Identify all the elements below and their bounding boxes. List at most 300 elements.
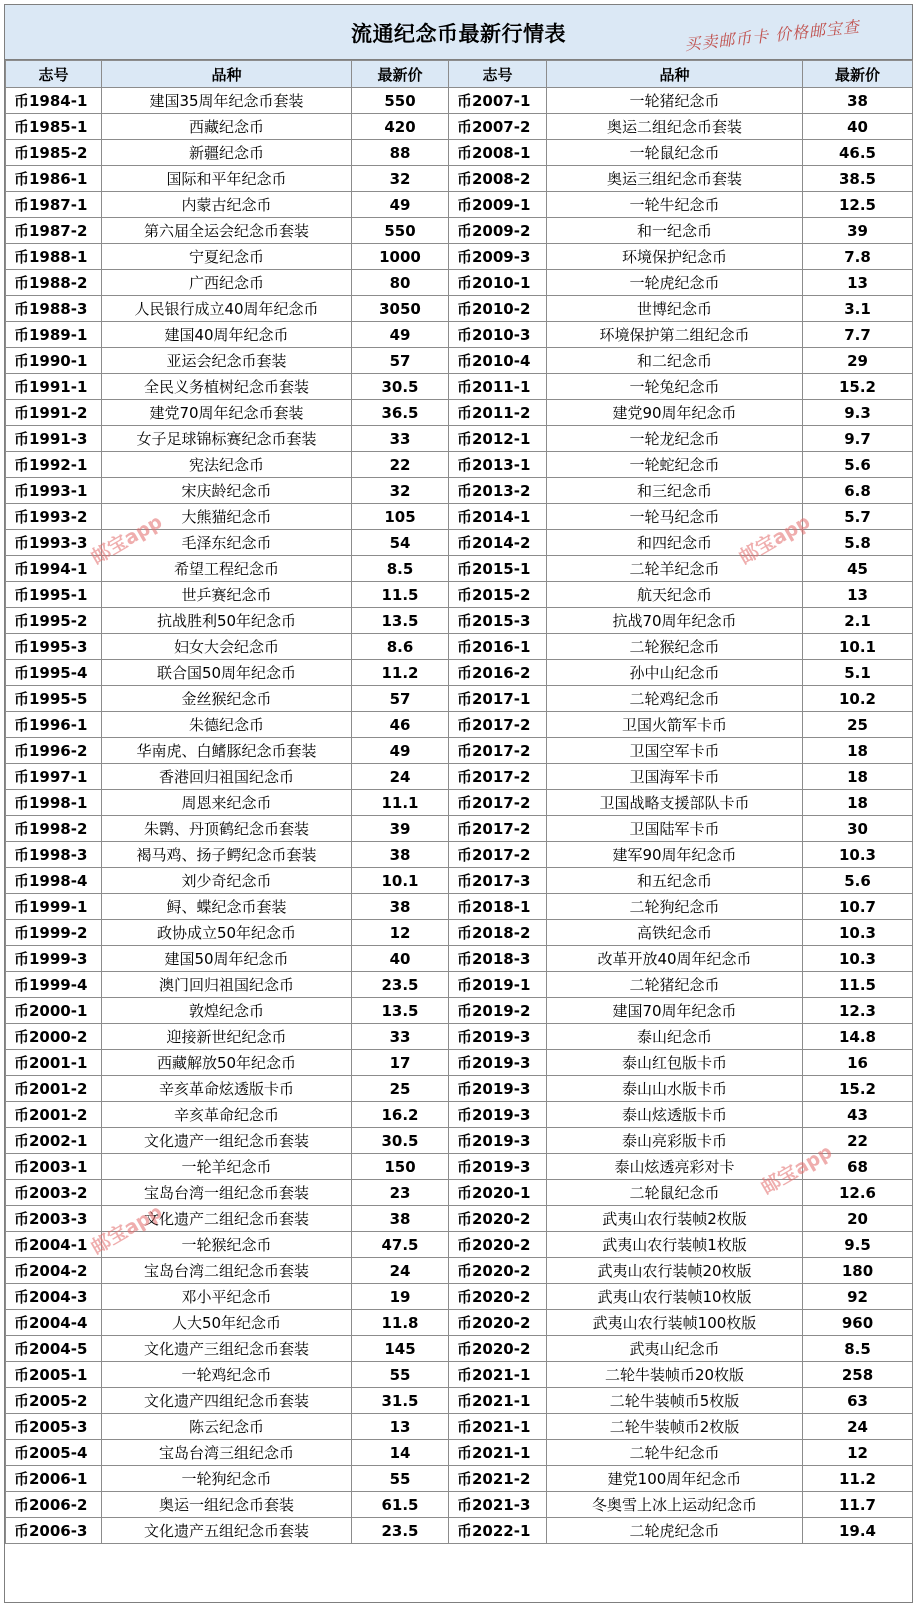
- coin-name: 一轮牛纪念币: [547, 192, 803, 218]
- coin-price: 54: [352, 530, 449, 556]
- coin-name: 一轮猴纪念币: [102, 1232, 352, 1258]
- coin-code: 币2006-1: [6, 1466, 102, 1492]
- coin-name: 二轮虎纪念币: [547, 1518, 803, 1544]
- coin-name: 一轮龙纪念币: [547, 426, 803, 452]
- coin-price: 960: [803, 1310, 913, 1336]
- coin-price: 10.1: [352, 868, 449, 894]
- coin-code: 币2020-2: [449, 1310, 547, 1336]
- coin-price: 88: [352, 140, 449, 166]
- table-row: [6, 582, 913, 608]
- coin-price: 55: [352, 1362, 449, 1388]
- coin-price: 1000: [352, 244, 449, 270]
- coin-price: 10.1: [803, 634, 913, 660]
- coin-name: 泰山山水版卡币: [547, 1076, 803, 1102]
- coin-price: 49: [352, 192, 449, 218]
- coin-price: 11.5: [352, 582, 449, 608]
- coin-name: 卫国陆军卡币: [547, 816, 803, 842]
- coin-price: 32: [352, 478, 449, 504]
- coin-price: 38.5: [803, 166, 913, 192]
- coin-code: 币2020-2: [449, 1336, 547, 1362]
- coin-code: 币1999-2: [6, 920, 102, 946]
- coin-code: 币2007-1: [449, 88, 547, 114]
- coin-name: 全民义务植树纪念币套装: [102, 374, 352, 400]
- coin-price: 19: [352, 1284, 449, 1310]
- coin-code: 币2020-2: [449, 1232, 547, 1258]
- table-row: [6, 1128, 913, 1154]
- coin-price: 9.5: [803, 1232, 913, 1258]
- coin-code: 币2001-2: [6, 1076, 102, 1102]
- coin-price: 24: [803, 1414, 913, 1440]
- coin-code: 币1995-5: [6, 686, 102, 712]
- slogan-stamp: 买卖邮币卡 价格邮宝查: [683, 16, 861, 55]
- coin-code: 币2019-2: [449, 998, 547, 1024]
- table-row: [6, 894, 913, 920]
- coin-code: 币1997-1: [6, 764, 102, 790]
- coin-price: 550: [352, 88, 449, 114]
- coin-code: 币2000-2: [6, 1024, 102, 1050]
- coin-code: 币2020-1: [449, 1180, 547, 1206]
- watermark: 邮宝app: [757, 1140, 837, 1199]
- coin-price: 30.5: [352, 374, 449, 400]
- coin-name: 建国50周年纪念币: [102, 946, 352, 972]
- coin-code: 币1995-3: [6, 634, 102, 660]
- coin-price: 22: [803, 1128, 913, 1154]
- coin-code: 币2020-2: [449, 1258, 547, 1284]
- coin-name: 文化遗产五组纪念币套装: [102, 1518, 352, 1544]
- coin-price: 30: [803, 816, 913, 842]
- coin-code: 币2021-1: [449, 1440, 547, 1466]
- coin-code: 币1998-3: [6, 842, 102, 868]
- table-row: [6, 296, 913, 322]
- coin-code: 币1988-2: [6, 270, 102, 296]
- coin-code: 币2009-3: [449, 244, 547, 270]
- coin-price: 23.5: [352, 1518, 449, 1544]
- coin-price: 16: [803, 1050, 913, 1076]
- table-row: [6, 1310, 913, 1336]
- coin-code: 币2010-1: [449, 270, 547, 296]
- coin-price: 9.7: [803, 426, 913, 452]
- header-row: [6, 61, 913, 88]
- coin-name: 宝岛台湾三组纪念币: [102, 1440, 352, 1466]
- coin-name: 鲟、蝶纪念币套装: [102, 894, 352, 920]
- coin-code: 币1984-1: [6, 88, 102, 114]
- coin-name: 和三纪念币: [547, 478, 803, 504]
- coin-code: 币2015-1: [449, 556, 547, 582]
- coin-price: 6.8: [803, 478, 913, 504]
- coin-price: 10.3: [803, 920, 913, 946]
- table-row: [6, 842, 913, 868]
- coin-code: 币2008-1: [449, 140, 547, 166]
- coin-price: 10.3: [803, 842, 913, 868]
- coin-price: 31.5: [352, 1388, 449, 1414]
- coin-name: 文化遗产三组纪念币套装: [102, 1336, 352, 1362]
- coin-code: 币2002-1: [6, 1128, 102, 1154]
- table-row: [6, 1102, 913, 1128]
- coin-name: 广西纪念币: [102, 270, 352, 296]
- table-row: [6, 868, 913, 894]
- table-row: [6, 1206, 913, 1232]
- coin-price: 2.1: [803, 608, 913, 634]
- coin-name: 二轮牛装帧币2枚版: [547, 1414, 803, 1440]
- coin-code: 币1985-1: [6, 114, 102, 140]
- coin-price: 11.2: [352, 660, 449, 686]
- coin-name: 高铁纪念币: [547, 920, 803, 946]
- coin-code: 币2001-1: [6, 1050, 102, 1076]
- coin-name: 亚运会纪念币套装: [102, 348, 352, 374]
- coin-code: 币1999-1: [6, 894, 102, 920]
- coin-price: 92: [803, 1284, 913, 1310]
- coin-name: 改革开放40周年纪念币: [547, 946, 803, 972]
- header-code: 志号: [449, 61, 547, 88]
- coin-name: 武夷山农行装帧100枚版: [547, 1310, 803, 1336]
- table-body: [6, 88, 913, 1544]
- coin-code: 币2021-1: [449, 1414, 547, 1440]
- table-row: [6, 400, 913, 426]
- coin-price: 145: [352, 1336, 449, 1362]
- coin-name: 一轮猪纪念币: [547, 88, 803, 114]
- coin-price: 258: [803, 1362, 913, 1388]
- coin-name: 朱德纪念币: [102, 712, 352, 738]
- coin-price: 25: [352, 1076, 449, 1102]
- coin-price: 40: [803, 114, 913, 140]
- coin-code: 币2021-2: [449, 1466, 547, 1492]
- coin-name: 奥运三组纪念币套装: [547, 166, 803, 192]
- coin-price: 11.5: [803, 972, 913, 998]
- coin-name: 武夷山农行装帧10枚版: [547, 1284, 803, 1310]
- table-row: [6, 1180, 913, 1206]
- coin-price: 23.5: [352, 972, 449, 998]
- coin-name: 和一纪念币: [547, 218, 803, 244]
- coin-price: 13.5: [352, 998, 449, 1024]
- coin-code: 币2004-4: [6, 1310, 102, 1336]
- coin-price: 420: [352, 114, 449, 140]
- table-row: [6, 1024, 913, 1050]
- coin-code: 币2017-2: [449, 764, 547, 790]
- coin-name: 辛亥革命炫透版卡币: [102, 1076, 352, 1102]
- coin-code: 币2017-1: [449, 686, 547, 712]
- coin-name: 陈云纪念币: [102, 1414, 352, 1440]
- coin-price: 32: [352, 166, 449, 192]
- coin-code: 币1986-1: [6, 166, 102, 192]
- coin-code: 币2019-3: [449, 1024, 547, 1050]
- coin-code: 币2021-3: [449, 1492, 547, 1518]
- coin-price: 20: [803, 1206, 913, 1232]
- coin-name: 澳门回归祖国纪念币: [102, 972, 352, 998]
- table-row: [6, 270, 913, 296]
- coin-code: 币2001-2: [6, 1102, 102, 1128]
- header-price: 最新价: [803, 61, 913, 88]
- coin-name: 奥运二组纪念币套装: [547, 114, 803, 140]
- table-row: [6, 478, 913, 504]
- coin-code: 币1991-3: [6, 426, 102, 452]
- coin-price: 11.2: [803, 1466, 913, 1492]
- coin-price: 43: [803, 1102, 913, 1128]
- coin-code: 币2005-1: [6, 1362, 102, 1388]
- coin-name: 二轮羊纪念币: [547, 556, 803, 582]
- table-row: [6, 1492, 913, 1518]
- table-row: [6, 660, 913, 686]
- coin-name: 文化遗产二组纪念币套装: [102, 1206, 352, 1232]
- table-row: [6, 114, 913, 140]
- table-row: [6, 530, 913, 556]
- coin-code: 币1999-4: [6, 972, 102, 998]
- coin-code: 币1995-1: [6, 582, 102, 608]
- table-row: [6, 1388, 913, 1414]
- table-row: [6, 166, 913, 192]
- table-row: [6, 504, 913, 530]
- coin-code: 币2019-3: [449, 1128, 547, 1154]
- coin-code: 币2016-1: [449, 634, 547, 660]
- table-row: [6, 972, 913, 998]
- coin-price: 36.5: [352, 400, 449, 426]
- coin-name: 希望工程纪念币: [102, 556, 352, 582]
- coin-price: 7.7: [803, 322, 913, 348]
- coin-price: 38: [352, 1206, 449, 1232]
- coin-price: 12.3: [803, 998, 913, 1024]
- coin-name: 建军90周年纪念币: [547, 842, 803, 868]
- table-row: [6, 374, 913, 400]
- coin-price: 5.6: [803, 452, 913, 478]
- coin-code: 币2000-1: [6, 998, 102, 1024]
- table-row: [6, 998, 913, 1024]
- coin-code: 币1996-2: [6, 738, 102, 764]
- table-row: [6, 790, 913, 816]
- coin-name: 建党100周年纪念币: [547, 1466, 803, 1492]
- coin-price: 3050: [352, 296, 449, 322]
- coin-price: 57: [352, 348, 449, 374]
- coin-name: 建党70周年纪念币套装: [102, 400, 352, 426]
- coin-name: 二轮牛装帧币20枚版: [547, 1362, 803, 1388]
- coin-name: 宪法纪念币: [102, 452, 352, 478]
- coin-price: 24: [352, 1258, 449, 1284]
- coin-name: 孙中山纪念币: [547, 660, 803, 686]
- coin-name: 西藏纪念币: [102, 114, 352, 140]
- coin-price: 105: [352, 504, 449, 530]
- coin-name: 一轮鸡纪念币: [102, 1362, 352, 1388]
- coin-code: 币2011-1: [449, 374, 547, 400]
- coin-price: 68: [803, 1154, 913, 1180]
- coin-name: 和五纪念币: [547, 868, 803, 894]
- coin-name: 女子足球锦标赛纪念币套装: [102, 426, 352, 452]
- coin-price: 61.5: [352, 1492, 449, 1518]
- coin-price: 5.6: [803, 868, 913, 894]
- coin-code: 币2019-3: [449, 1102, 547, 1128]
- coin-price: 10.7: [803, 894, 913, 920]
- table-row: [6, 1232, 913, 1258]
- coin-code: 币2017-2: [449, 790, 547, 816]
- coin-code: 币2003-1: [6, 1154, 102, 1180]
- coin-name: 一轮兔纪念币: [547, 374, 803, 400]
- coin-price: 12.5: [803, 192, 913, 218]
- coin-code: 币2014-2: [449, 530, 547, 556]
- coin-code: 币2018-1: [449, 894, 547, 920]
- coin-name: 宝岛台湾一组纪念币套装: [102, 1180, 352, 1206]
- coin-name: 环境保护第二组纪念币: [547, 322, 803, 348]
- coin-name: 冬奥雪上冰上运动纪念币: [547, 1492, 803, 1518]
- coin-code: 币1992-1: [6, 452, 102, 478]
- coin-price: 11.7: [803, 1492, 913, 1518]
- coin-price: 8.6: [352, 634, 449, 660]
- coin-price: 46: [352, 712, 449, 738]
- coin-price: 63: [803, 1388, 913, 1414]
- coin-code: 币1991-2: [6, 400, 102, 426]
- coin-name: 宁夏纪念币: [102, 244, 352, 270]
- coin-name: 泰山红包版卡币: [547, 1050, 803, 1076]
- coin-code: 币2020-2: [449, 1284, 547, 1310]
- coin-code: 币1987-2: [6, 218, 102, 244]
- coin-code: 币2018-3: [449, 946, 547, 972]
- coin-name: 武夷山农行装帧20枚版: [547, 1258, 803, 1284]
- table-row: [6, 1414, 913, 1440]
- table-row: [6, 348, 913, 374]
- coin-code: 币1995-2: [6, 608, 102, 634]
- coin-name: 一轮狗纪念币: [102, 1466, 352, 1492]
- coin-name: 武夷山农行装帧2枚版: [547, 1206, 803, 1232]
- coin-price: 11.1: [352, 790, 449, 816]
- coin-price: 9.3: [803, 400, 913, 426]
- coin-code: 币2004-3: [6, 1284, 102, 1310]
- coin-price: 14: [352, 1440, 449, 1466]
- coin-name: 香港回归祖国纪念币: [102, 764, 352, 790]
- coin-price: 38: [352, 842, 449, 868]
- coin-price: 15.2: [803, 374, 913, 400]
- coin-code: 币2015-3: [449, 608, 547, 634]
- coin-price: 24: [352, 764, 449, 790]
- coin-price: 46.5: [803, 140, 913, 166]
- table-row: [6, 140, 913, 166]
- table-row: [6, 816, 913, 842]
- coin-price: 25: [803, 712, 913, 738]
- coin-name: 泰山纪念币: [547, 1024, 803, 1050]
- table-row: [6, 1336, 913, 1362]
- table-row: [6, 192, 913, 218]
- coin-price: 33: [352, 1024, 449, 1050]
- coin-name: 二轮猴纪念币: [547, 634, 803, 660]
- coin-price: 5.1: [803, 660, 913, 686]
- coin-name: 卫国火箭军卡币: [547, 712, 803, 738]
- coin-code: 币2009-2: [449, 218, 547, 244]
- coin-code: 币1998-4: [6, 868, 102, 894]
- coin-name: 二轮牛装帧币5枚版: [547, 1388, 803, 1414]
- coin-price: 39: [352, 816, 449, 842]
- coin-price: 18: [803, 738, 913, 764]
- table-row: [6, 322, 913, 348]
- coin-code: 币1988-3: [6, 296, 102, 322]
- coin-name: 刘少奇纪念币: [102, 868, 352, 894]
- coin-code: 币1990-1: [6, 348, 102, 374]
- table-row: [6, 738, 913, 764]
- coin-code: 币2013-2: [449, 478, 547, 504]
- coin-name: 金丝猴纪念币: [102, 686, 352, 712]
- coin-name: 宋庆龄纪念币: [102, 478, 352, 504]
- coin-name: 内蒙古纪念币: [102, 192, 352, 218]
- coin-name: 二轮鸡纪念币: [547, 686, 803, 712]
- coin-price: 7.8: [803, 244, 913, 270]
- coin-name: 周恩来纪念币: [102, 790, 352, 816]
- coin-price: 55: [352, 1466, 449, 1492]
- coin-code: 币2012-1: [449, 426, 547, 452]
- coin-code: 币2006-3: [6, 1518, 102, 1544]
- table-row: [6, 764, 913, 790]
- coin-name: 抗战胜利50年纪念币: [102, 608, 352, 634]
- coin-name: 二轮牛纪念币: [547, 1440, 803, 1466]
- coin-price: 12: [803, 1440, 913, 1466]
- coin-code: 币2019-3: [449, 1154, 547, 1180]
- coin-name: 二轮猪纪念币: [547, 972, 803, 998]
- coin-name: 毛泽东纪念币: [102, 530, 352, 556]
- coin-price: 39: [803, 218, 913, 244]
- coin-code: 币2014-1: [449, 504, 547, 530]
- coin-code: 币1987-1: [6, 192, 102, 218]
- table-row: [6, 556, 913, 582]
- coin-name: 武夷山纪念币: [547, 1336, 803, 1362]
- coin-name: 第六届全运会纪念币套装: [102, 218, 352, 244]
- coin-code: 币2004-1: [6, 1232, 102, 1258]
- coin-name: 人大50年纪念币: [102, 1310, 352, 1336]
- coin-code: 币1991-1: [6, 374, 102, 400]
- coin-name: 泰山炫透版卡币: [547, 1102, 803, 1128]
- title-bar: [5, 5, 912, 60]
- coin-code: 币1998-2: [6, 816, 102, 842]
- table-row: [6, 88, 913, 114]
- table-row: [6, 244, 913, 270]
- coin-price: 57: [352, 686, 449, 712]
- coin-name: 奥运一组纪念币套装: [102, 1492, 352, 1518]
- coin-name: 褐马鸡、扬子鳄纪念币套装: [102, 842, 352, 868]
- coin-price: 38: [352, 894, 449, 920]
- coin-price: 22: [352, 452, 449, 478]
- coin-price: 13.5: [352, 608, 449, 634]
- coin-price: 23: [352, 1180, 449, 1206]
- coin-price: 180: [803, 1258, 913, 1284]
- coin-name: 西藏解放50年纪念币: [102, 1050, 352, 1076]
- table-row: [6, 686, 913, 712]
- table-row: [6, 634, 913, 660]
- coin-name: 宝岛台湾二组纪念币套装: [102, 1258, 352, 1284]
- coin-code: 币1994-1: [6, 556, 102, 582]
- coin-name: 航天纪念币: [547, 582, 803, 608]
- coin-code: 币1993-2: [6, 504, 102, 530]
- coin-price: 12.6: [803, 1180, 913, 1206]
- coin-code: 币2005-4: [6, 1440, 102, 1466]
- coin-code: 币1993-3: [6, 530, 102, 556]
- table-row: [6, 426, 913, 452]
- table-row: [6, 1440, 913, 1466]
- coin-name: 卫国空军卡币: [547, 738, 803, 764]
- coin-name: 一轮鼠纪念币: [547, 140, 803, 166]
- coin-code: 币2022-1: [449, 1518, 547, 1544]
- coin-code: 币2006-2: [6, 1492, 102, 1518]
- coin-code: 币2010-4: [449, 348, 547, 374]
- coin-code: 币2009-1: [449, 192, 547, 218]
- coin-code: 币2017-3: [449, 868, 547, 894]
- coin-price: 18: [803, 790, 913, 816]
- coin-price: 8.5: [352, 556, 449, 582]
- coin-code: 币1989-1: [6, 322, 102, 348]
- watermark: 邮宝app: [87, 510, 167, 569]
- coin-code: 币2017-2: [449, 816, 547, 842]
- coin-code: 币2011-2: [449, 400, 547, 426]
- coin-code: 币2003-2: [6, 1180, 102, 1206]
- coin-code: 币2010-2: [449, 296, 547, 322]
- coin-code: 币2003-3: [6, 1206, 102, 1232]
- header-code: 志号: [6, 61, 102, 88]
- coin-price: 80: [352, 270, 449, 296]
- table-row: [6, 1284, 913, 1310]
- coin-name: 世博纪念币: [547, 296, 803, 322]
- coin-name: 文化遗产四组纪念币套装: [102, 1388, 352, 1414]
- coin-price: 10.2: [803, 686, 913, 712]
